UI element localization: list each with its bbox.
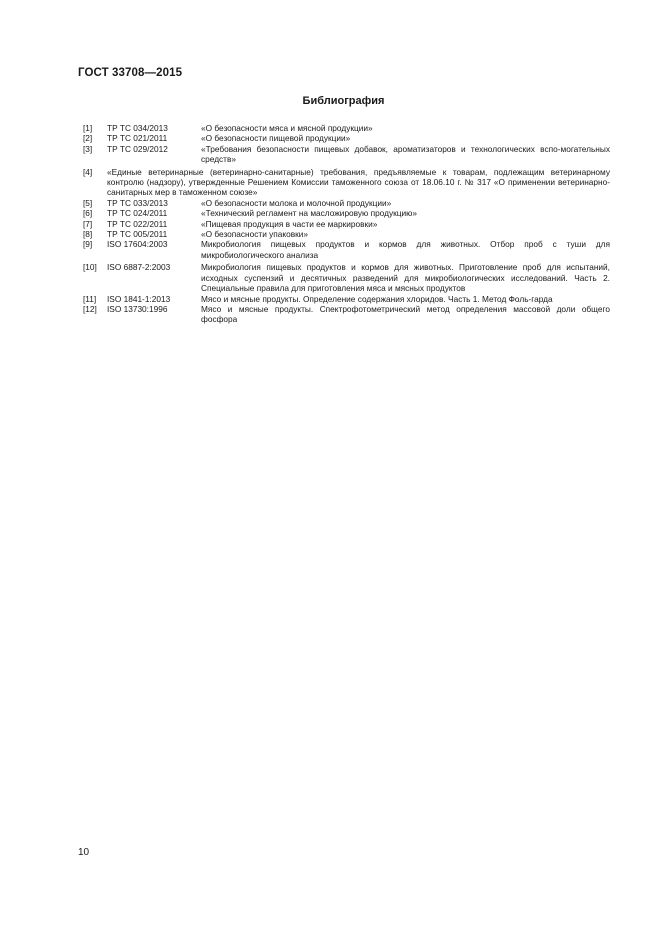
bibliography-item bbox=[83, 167, 610, 198]
bibliography-number: [5] bbox=[83, 197, 93, 208]
bibliography-code: ТР ТС 021/2011 bbox=[107, 133, 168, 144]
bibliography-list bbox=[83, 123, 610, 325]
bibliography-item bbox=[83, 208, 610, 218]
bibliography-number: [8] bbox=[83, 229, 93, 240]
bibliography-code: ISO 1841-1:2013 bbox=[107, 293, 171, 304]
bibliography-item bbox=[83, 133, 610, 143]
bibliography-number: [11] bbox=[83, 293, 97, 304]
bibliography-number: [9] bbox=[83, 239, 93, 250]
bibliography-code: ТР ТС 022/2011 bbox=[107, 218, 168, 229]
bibliography-title: Микробиология пищевых продуктов и кормов для животных. Отбор проб с туши для микробиологического анализа bbox=[201, 239, 610, 260]
bibliography-number: [7] bbox=[83, 218, 93, 229]
bibliography-item bbox=[83, 304, 610, 325]
bibliography-code: ТР ТС 029/2012 bbox=[107, 143, 168, 154]
bibliography-title: «Требования безопасности пищевых добавок, ароматизаторов и технологических вспо-могательных средств» bbox=[201, 143, 610, 165]
bibliography-item bbox=[83, 219, 610, 229]
bibliography-title: Мясо и мясные продукты. Определение содержания хлоридов. Часть 1. Метод Фоль-гарда bbox=[201, 293, 553, 304]
bibliography-code: ТР ТС 033/2013 bbox=[107, 197, 168, 208]
bibliography-title: Микробиология пищевых продуктов и кормов для животных. Приготовление проб для испытаний, исходных суспензий и десятичных разведений для микробиологических исследований. Часть 2. Специальные правила для приготовления мяса и мясных продуктов bbox=[201, 262, 610, 294]
bibliography-item bbox=[83, 294, 610, 304]
bibliography-item bbox=[83, 123, 610, 133]
bibliography-item bbox=[83, 229, 610, 239]
bibliography-item bbox=[83, 262, 610, 293]
bibliography-item bbox=[83, 239, 610, 260]
section-title: Библиография bbox=[302, 95, 385, 107]
bibliography-title: «О безопасности упаковки» bbox=[201, 229, 309, 240]
bibliography-number: [4] bbox=[83, 166, 93, 177]
bibliography-code: ТР ТС 005/2011 bbox=[107, 229, 168, 240]
bibliography-title: «О безопасности молока и молочной продукции» bbox=[201, 197, 392, 208]
bibliography-title: «О безопасности мяса и мясной продукции» bbox=[201, 123, 373, 133]
bibliography-number: [3] bbox=[83, 143, 93, 154]
bibliography-code: ISO 6887-2:2003 bbox=[107, 262, 171, 273]
bibliography-item bbox=[83, 198, 610, 208]
bibliography-number: [10] bbox=[83, 262, 97, 273]
bibliography-number: [2] bbox=[83, 133, 93, 144]
bibliography-item bbox=[83, 144, 610, 165]
bibliography-number: [12] bbox=[83, 303, 97, 314]
bibliography-number: [1] bbox=[83, 123, 93, 133]
page-number: 10 bbox=[78, 847, 90, 858]
bibliography-title: «О безопасности пищевой продукции» bbox=[201, 133, 351, 144]
bibliography-title: «Единые ветеринарные (ветеринарно-санитарные) требования, предъявляемые к товарам, подлежащим ветеринарному контролю (надзору), утвержденные Решением Комиссии таможенного союза от 18.06.10 г. № 317 «О применении ветеринарно-санитарных мер в таможенном союзе» bbox=[107, 166, 610, 198]
bibliography-code: ТР ТС 034/2013 bbox=[107, 123, 168, 133]
bibliography-code: ISO 13730:1996 bbox=[107, 303, 168, 314]
bibliography-code: ISO 17604:2003 bbox=[107, 239, 168, 250]
bibliography-number: [6] bbox=[83, 208, 93, 219]
bibliography-code: ТР ТС 024/2011 bbox=[107, 208, 168, 219]
bibliography-title: «Пищевая продукция в части ее маркировки» bbox=[201, 218, 378, 229]
bibliography-title: Мясо и мясные продукты. Спектрофотометрический метод определения массовой доли общего фосфора bbox=[201, 303, 610, 325]
bibliography-title: «Технический регламент на масложировую продукцию» bbox=[201, 208, 417, 219]
document-code-header: ГОСТ 33708—2015 bbox=[78, 67, 183, 79]
